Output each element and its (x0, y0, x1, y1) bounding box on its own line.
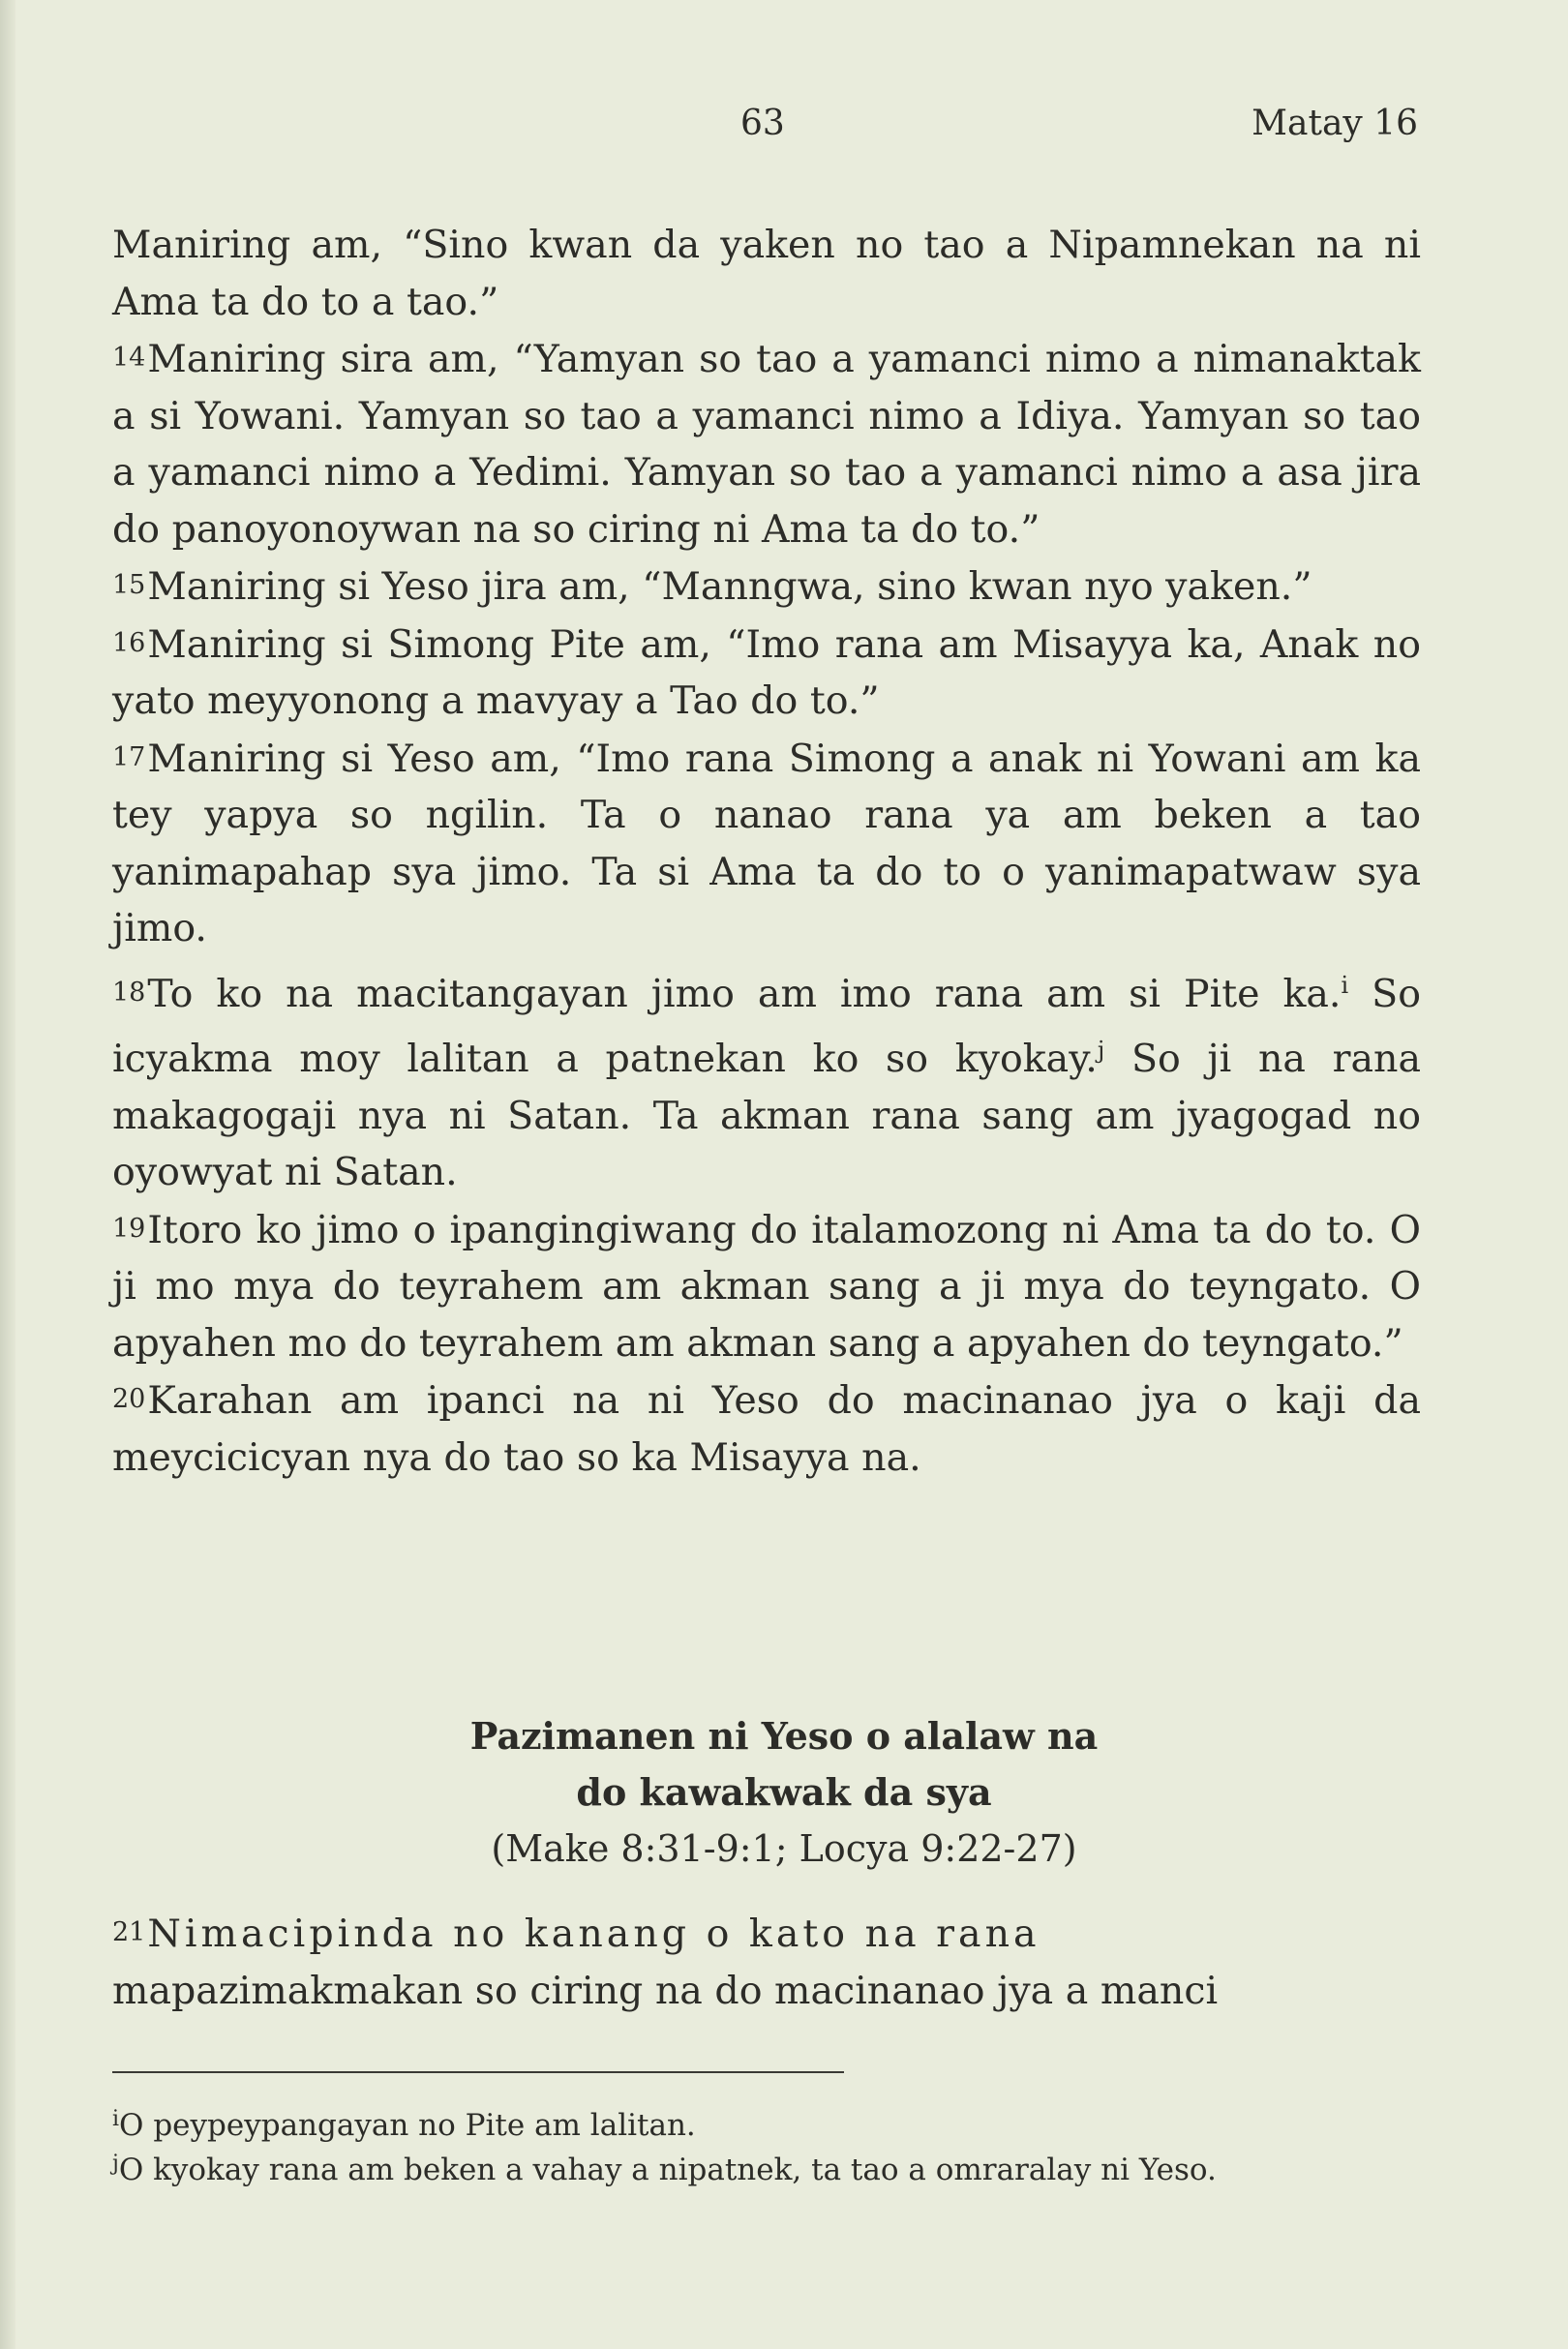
verse-number: 21 (112, 1917, 146, 1947)
footnote-marker-i: i (1341, 971, 1349, 999)
verse-number: 14 (112, 343, 146, 373)
footnote-text: O peypeypangayan no Pite am lalitan. (119, 2108, 696, 2143)
verse-number: 19 (112, 1213, 146, 1244)
footnote-divider (112, 2071, 844, 2073)
section-title-line-2: do kawakwak da sya (576, 1770, 992, 1814)
verse-16 (112, 616, 1421, 730)
verse-text: Maniring si Simong Pite am, “Imo rana am Misayya ka, Anak no yato meyyonong a mavyay a Tao do to.” (112, 621, 1421, 723)
footnote-letter: j (112, 2152, 119, 2176)
section-reference: (Make 8:31-9:1; Locya 9:22-27) (491, 1827, 1077, 1870)
verse-number: 16 (112, 627, 146, 658)
page-header (0, 92, 1568, 150)
page-number: 63 (740, 104, 785, 143)
verse-text: To ko na macitangayan jimo am imo rana am si Pite ka. (147, 971, 1342, 1016)
verse-15 (112, 557, 1421, 616)
running-head: Matay 16 (1251, 104, 1418, 143)
verse-number: 20 (112, 1384, 146, 1414)
verse-text: Itoro ko jimo o ipangingiwang do italamozong ni Ama ta do to. O ji mo mya do teyrahem am akman sang a ji mya do teyngato. O apyahen mo do teyrahem am akman sang a apyahen do teyngato.” (112, 1207, 1421, 1366)
verse-text: Maniring sira am, “Yamyan so tao a yamanci nimo a nimanaktak a si Yowani. Yamyan so tao a yamanci nimo a Idiya. Yamyan so tao a yamanci nimo a Yedimi. Yamyan so tao a yamanci nimo a asa jira do panoyonoywan na so ciring ni Ama ta do to.” (112, 337, 1421, 552)
verse-text: Karahan am ipanci na ni Yeso do macinanao jya o kaji da meycicicyan nya do tao so ka Misayya na. (112, 1378, 1421, 1480)
section-title-line-1: Pazimanen ni Yeso o alalaw na (469, 1714, 1099, 1758)
footnote-i (112, 2100, 1421, 2145)
verse-14 (112, 330, 1421, 557)
verse-text: Maniring si Yeso jira am, “Manngwa, sino kwan nyo yaken.” (147, 564, 1312, 609)
verse-text: Nimacipinda no kanang o kato na rana (147, 1912, 1040, 1956)
footnote-marker-j: j (1097, 1037, 1105, 1064)
verse-21 (112, 1905, 1421, 2019)
footnote-j (112, 2145, 1421, 2189)
verse-text: So icyakma moy lalitan a patnekan ko so kyokay. (112, 971, 1421, 1081)
verse-text: Maniring si Yeso am, “Imo rana Simong a anak ni Yowani am ka tey yapya so ngilin. Ta o nanao rana ya am beken a tao yanimapahap sya jimo. Ta si Ama ta do to o yanimapatwaw sya jimo. (112, 736, 1421, 950)
verse-17 (112, 730, 1421, 957)
page-edge (0, 0, 15, 2349)
verse-19 (112, 1201, 1421, 1372)
verse-20 (112, 1371, 1421, 1486)
footnotes (112, 2100, 1421, 2189)
verse-text: So ji na rana makagogaji nya ni Satan. Ta akman rana sang am jyagogad no oyowyat ni Satan. (112, 1037, 1421, 1194)
main-text (112, 217, 1421, 1486)
main-text-continued (112, 1905, 1421, 2019)
verse-text: mapazimakmakan so ciring na do macinanao jya a manci (112, 1968, 1219, 2013)
verse-number: 18 (112, 977, 146, 1008)
footnote-letter: i (112, 2107, 120, 2131)
section-heading (0, 1708, 1568, 1877)
verse-number: 17 (112, 741, 146, 772)
verse-18 (112, 957, 1421, 1201)
verse-number: 15 (112, 570, 146, 600)
footnote-text: O kyokay rana am beken a vahay a nipatnek, ta tao a omraralay ni Yeso. (118, 2153, 1217, 2187)
paragraph-intro: Maniring am, “Sino kwan da yaken no tao a Nipamnekan na ni Ama ta do to a tao.” (112, 223, 1421, 324)
